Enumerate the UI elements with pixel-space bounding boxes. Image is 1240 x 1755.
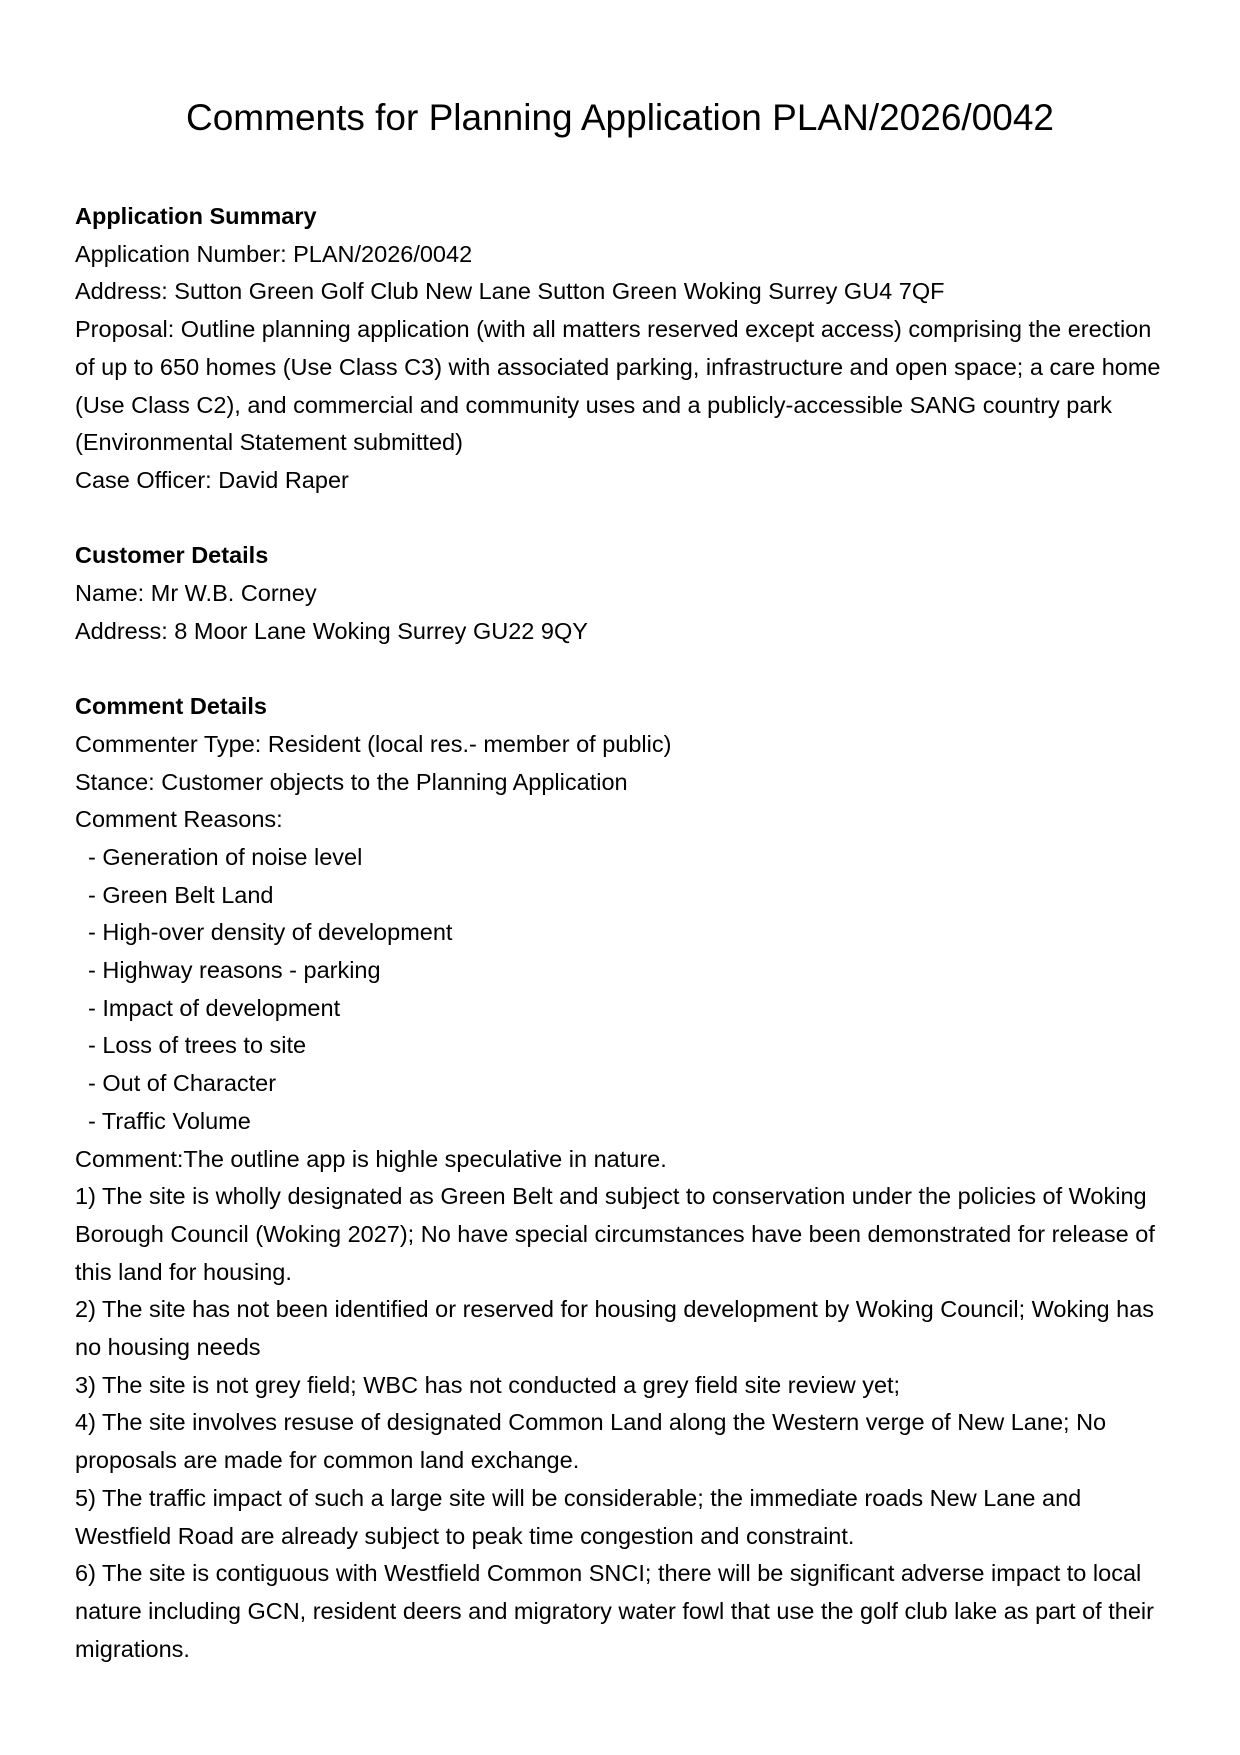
comment-point-2: 2) The site has not been identified or reserved for housing development by Woking Council; Woking has no housing needs	[75, 1296, 1155, 1361]
comment-reasons-label: Comment Reasons:	[75, 806, 283, 833]
comment-point-4: 4) The site involves resuse of designated Common Land along the Western verge of New Lane; No proposals are made for common land exchange.	[75, 1409, 1107, 1474]
list-item: - Green Belt Land	[88, 881, 274, 908]
list-item: - Out of Character	[88, 1070, 277, 1097]
customer-details-section	[75, 537, 1175, 650]
comment-point-3: 3) The site is not grey field; WBC has not conducted a grey field site review yet;	[75, 1371, 901, 1398]
stance: Stance: Customer objects to the Planning Application	[75, 768, 628, 795]
customer-name: Name: Mr W.B. Corney	[75, 580, 317, 607]
application-summary-heading: Application Summary	[75, 203, 317, 229]
comment-point-6: 6) The site is contiguous with Westfield Common SNCI; there will be significant adverse impact to local nature including GCN, resident deers and migratory water fowl that use the golf club lake as part of their migrations.	[75, 1560, 1154, 1662]
case-officer: Case Officer: David Raper	[75, 466, 349, 493]
page-title: Comments for Planning Application PLAN/2026/0042	[186, 97, 1054, 138]
application-number: Application Number: PLAN/2026/0042	[75, 240, 473, 267]
list-item: - Traffic Volume	[88, 1107, 251, 1134]
comment-details-heading: Comment Details	[75, 693, 267, 720]
application-address: Address: Sutton Green Golf Club New Lane Sutton Green Woking Surrey GU4 7QF	[75, 278, 945, 305]
list-item: - Highway reasons - parking	[88, 957, 381, 984]
list-item: - Generation of noise level	[88, 843, 363, 870]
list-item: - Loss of trees to site	[88, 1032, 307, 1059]
comment-point-5: 5) The traffic impact of such a large site will be considerable; the immediate roads New Lane and Westfield Road are already subject to peak time congestion and constraint.	[75, 1484, 1082, 1549]
comment-point-1: 1) The site is wholly designated as Green Belt and subject to conservation under the policies of Woking Borough Council (Woking 2027); No have special circumstances have been demonstrated for release of this land for housing.	[75, 1183, 1155, 1285]
list-item: - Impact of development	[88, 994, 341, 1021]
comment-details-section	[75, 688, 1175, 1668]
list-item: - High-over density of development	[88, 919, 453, 946]
application-proposal: Proposal: Outline planning application (with all matters reserved except access) comprising the erection of up to 650 homes (Use Class C3) with associated parking, infrastructure and open space; a care home (Use Class C2), and commercial and community uses and a publicly-accessible SANG country park (Environmental Statement submitted)	[75, 316, 1161, 456]
application-summary-section	[75, 198, 1175, 500]
document-body	[75, 198, 1175, 1706]
customer-details-heading: Customer Details	[75, 542, 269, 569]
commenter-type: Commenter Type: Resident (local res.- member of public)	[75, 730, 672, 757]
comment-reasons-list	[75, 839, 1175, 1141]
comment-intro: Comment:The outline app is highle speculative in nature.	[75, 1145, 667, 1172]
customer-address: Address: 8 Moor Lane Woking Surrey GU22 9QY	[75, 617, 588, 644]
